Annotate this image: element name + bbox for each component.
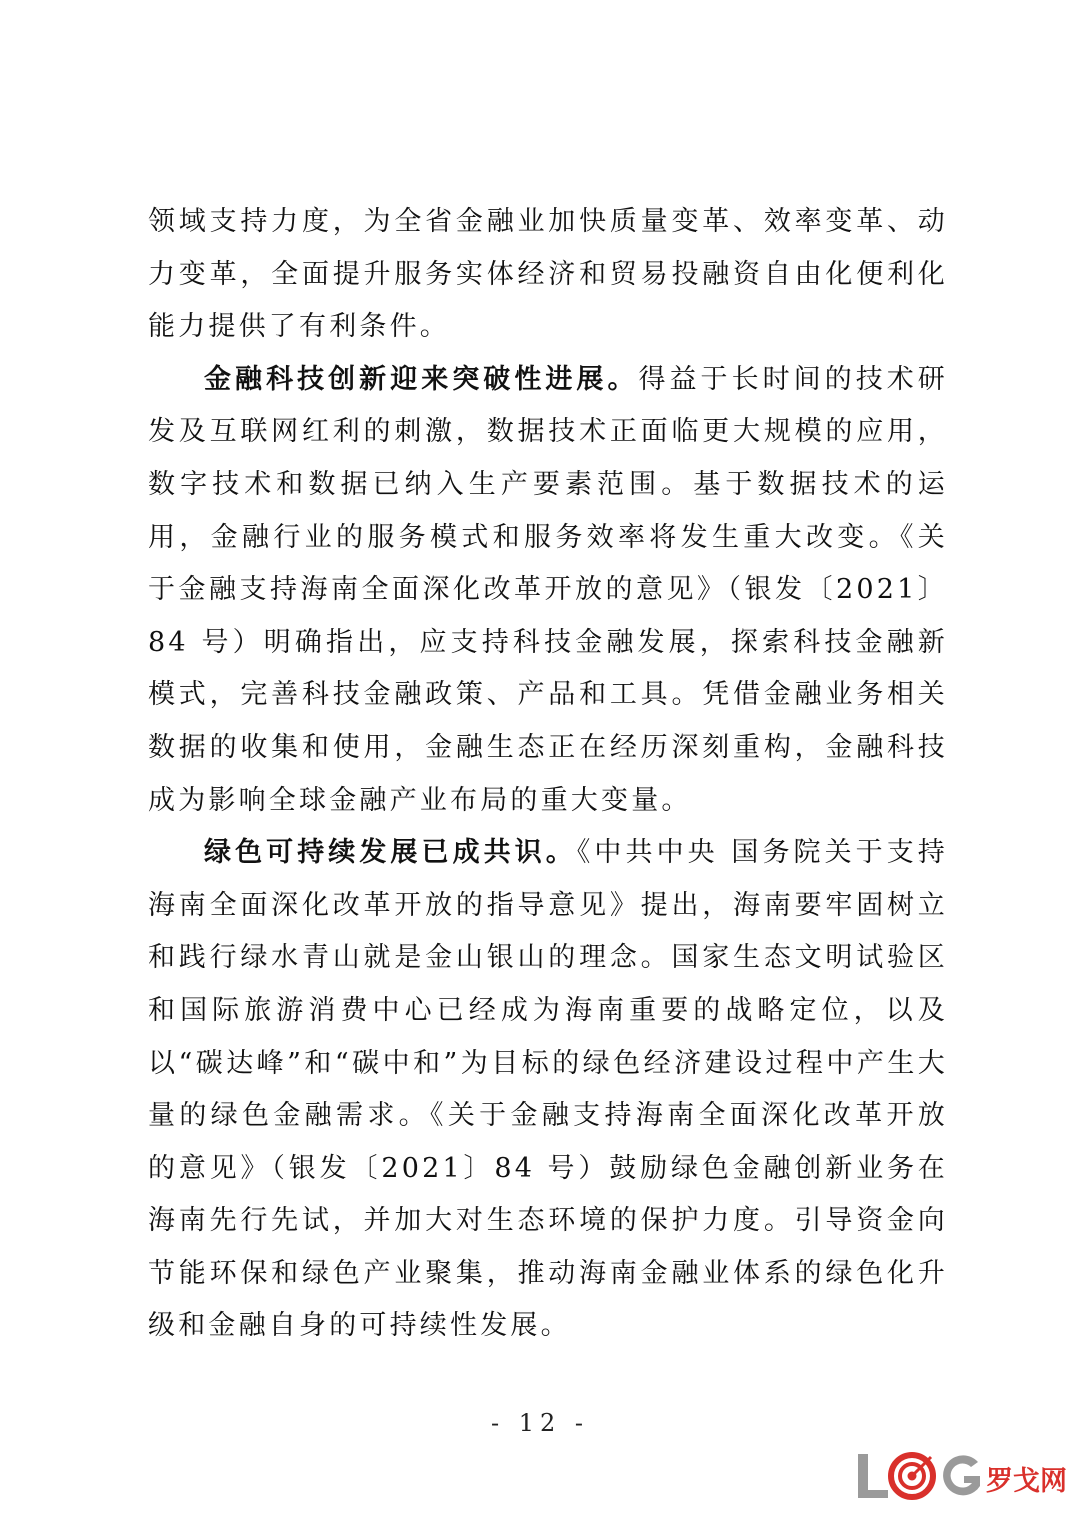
paragraph-continuation	[148, 196, 948, 354]
paragraph-2-body: 得益于长时间的技术研发及互联网红利的刺激，数据技术正面临更大规模的应用，数字技术和数据已纳入生产要素范围。基于数据技术的运用，金融行业的服务模式和服务效率将发生重大改变。《关于金融支持海南全面深化改革开放的意见》（银发〔2021〕84 号）明确指出，应支持科技金融发展，探索科技金融新模式，完善科技金融政策、产品和工具。凭借金融业务相关数据的收集和使用，金融生态正在经历深刻重构，金融科技成为影响全球金融产业布局的重大变量。	[148, 363, 948, 816]
logo-brand-text: 罗戈网	[986, 1466, 1067, 1497]
paragraph-3-heading: 绿色可持续发展已成共识。	[204, 837, 577, 869]
paragraph-1-body: 领域支持力度，为全省金融业加快质量变革、效率变革、动力变革，全面提升服务实体经济和贸易投融资自由化便利化能力提供了有利条件。	[148, 206, 948, 343]
logo-letter-l	[858, 1454, 888, 1498]
page-number: - 12 -	[490, 1409, 589, 1437]
paragraph-green-finance	[148, 827, 948, 1353]
paragraph-fintech	[148, 354, 948, 827]
logo-letter-g	[943, 1455, 980, 1495]
logo-target-icon	[891, 1455, 933, 1497]
document-body	[148, 196, 948, 1353]
paragraph-3-body: 《中共中央 国务院关于支持海南全面深化改革开放的指导意见》提出，海南要牢固树立和践行绿水青山就是金山银山的理念。国家生态文明试验区和国际旅游消费中心已经成为海南重要的战略定位，以及以“碳达峰”和“碳中和”为目标的绿色经济建设过程中产生大量的绿色金融需求。《关于金融支持海南全面深化改革开放的意见》（银发〔2021〕84 号）鼓励绿色金融创新业务在海南先行先试，并加大对生态环境的保护力度。引导资金向节能环保和绿色产业聚集，推动海南金融业体系的绿色化升级和金融自身的可持续性发展。	[148, 837, 948, 1342]
paragraph-2-heading: 金融科技创新迎来突破性进展。	[204, 363, 639, 395]
watermark-logo	[852, 1446, 1068, 1506]
